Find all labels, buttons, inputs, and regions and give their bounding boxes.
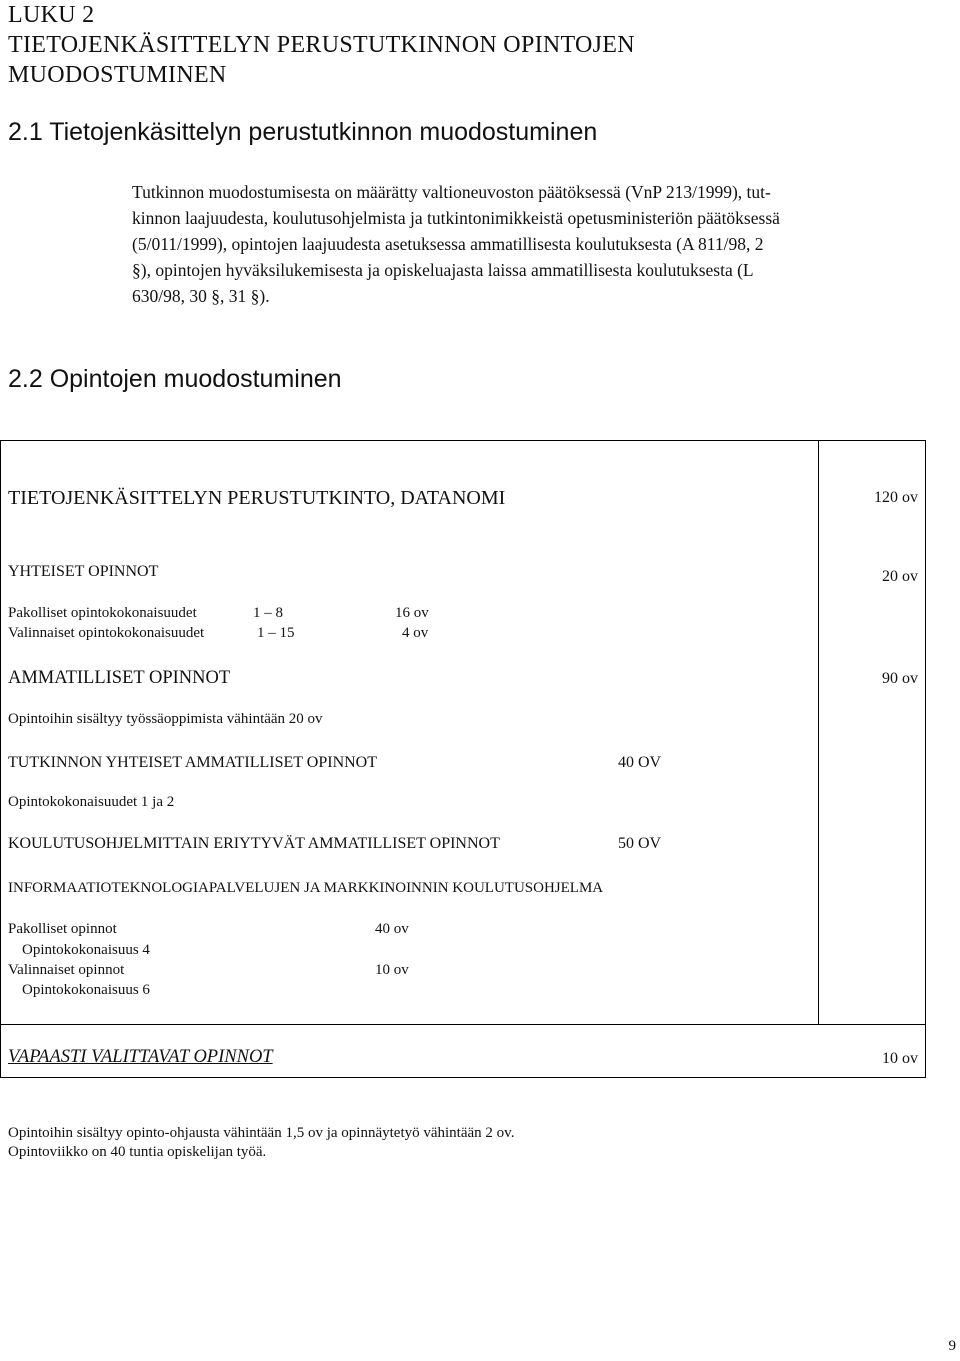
- pakolliset-opinnot-label: Pakolliset opinnot: [8, 921, 117, 937]
- chapter-label: LUKU 2: [8, 2, 95, 28]
- pakolliset-opinnot-ov: 40 ov: [375, 921, 409, 937]
- section-2-1-heading: 2.1 Tietojenkäsittelyn perustutkinnon muodostuminen: [8, 118, 598, 146]
- page-number: 9: [948, 1338, 956, 1354]
- pakolliset-kokonaisuudet-range: 1 – 8: [253, 605, 283, 621]
- opintokokonaisuudet-note: Opintokokonaisuudet 1 ja 2: [8, 794, 175, 810]
- vapaasti-valittavat-heading: VAPAASTI VALITTAVAT OPINNOT: [8, 1047, 273, 1067]
- valinnaiset-opinnot-label: Valinnaiset opinnot: [8, 962, 125, 978]
- footer-note-opintoviikko: Opintoviikko on 40 tuntia opiskelijan työä.: [8, 1144, 267, 1160]
- valinnaiset-opinnot-sub: Opintokokonaisuus 6: [22, 982, 150, 998]
- ammatilliset-opinnot-heading: AMMATILLISET OPINNOT: [8, 668, 231, 688]
- yhteiset-opinnot-heading: YHTEISET OPINNOT: [8, 563, 159, 580]
- valinnaiset-kokonaisuudet-range: 1 – 15: [257, 625, 295, 641]
- footer-note-ohjaus: Opintoihin sisältyy opinto-ohjausta vähintään 1,5 ov ja opinnäytetyö vähintään 2 ov.: [8, 1125, 515, 1141]
- eriytyvat-ov: 50 OV: [618, 835, 662, 852]
- paragraph-line: Tutkinnon muodostumisesta on määrätty valtioneuvoston päätöksessä (VnP 213/1999), tut-: [132, 182, 771, 202]
- paragraph-line: (5/011/1999), opintojen laajuudesta asetuksessa ammatillisesta koulutuksesta (A 811/98, 2: [132, 234, 764, 254]
- degree-total-ov: 120 ov: [874, 489, 918, 506]
- pakolliset-opinnot-sub: Opintokokonaisuus 4: [22, 942, 150, 958]
- valinnaiset-kokonaisuudet-ov: 4 ov: [402, 625, 429, 641]
- pakolliset-kokonaisuudet-ov: 16 ov: [395, 605, 429, 621]
- tutkinnon-yhteiset-ov: 40 OV: [618, 754, 662, 771]
- paragraph-line: 630/98, 30 §, 31 §).: [132, 286, 270, 306]
- eriytyvat-heading: KOULUTUSOHJELMITTAIN ERIYTYVÄT AMMATILLISET OPINNOT: [8, 835, 500, 852]
- section-2-1-paragraph: [132, 179, 780, 309]
- pakolliset-kokonaisuudet-label: Pakolliset opintokokonaisuudet: [8, 605, 197, 621]
- tyossaoppiminen-note: Opintoihin sisältyy työssäoppimista vähintään 20 ov: [8, 711, 323, 727]
- paragraph-line: §), opintojen hyväksilukemisesta ja opiskeluajasta laissa ammatillisesta koulutuksesta (L: [132, 260, 754, 280]
- koulutusohjelma-name: INFORMAATIOTEKNOLOGIAPALVELUJEN JA MARKKINOINNIN KOULUTUSOHJELMA: [8, 880, 604, 896]
- paragraph-line: kinnon laajuudesta, koulutusohjelmista ja tutkintonimikkeistä opetusministeriön päätöksessä: [132, 208, 780, 228]
- valinnaiset-kokonaisuudet-label: Valinnaiset opintokokonaisuudet: [8, 625, 205, 641]
- vapaasti-valittavat-ov: 10 ov: [882, 1050, 918, 1067]
- degree-title: TIETOJENKÄSITTELYN PERUSTUTKINTO, DATANOMI: [8, 487, 506, 509]
- valinnaiset-opinnot-ov: 10 ov: [375, 962, 409, 978]
- ammatilliset-opinnot-ov: 90 ov: [882, 670, 918, 687]
- chapter-title-line1: TIETOJENKÄSITTELYN PERUSTUTKINNON OPINTOJEN: [8, 32, 635, 58]
- tutkinnon-yhteiset-heading: TUTKINNON YHTEISET AMMATILLISET OPINNOT: [8, 754, 378, 771]
- yhteiset-opinnot-ov: 20 ov: [882, 568, 918, 585]
- table-column-divider: [818, 440, 819, 1025]
- section-2-2-heading: 2.2 Opintojen muodostuminen: [8, 365, 342, 393]
- chapter-title-line2: MUODOSTUMINEN: [8, 62, 227, 88]
- table-row-divider: [0, 1024, 926, 1025]
